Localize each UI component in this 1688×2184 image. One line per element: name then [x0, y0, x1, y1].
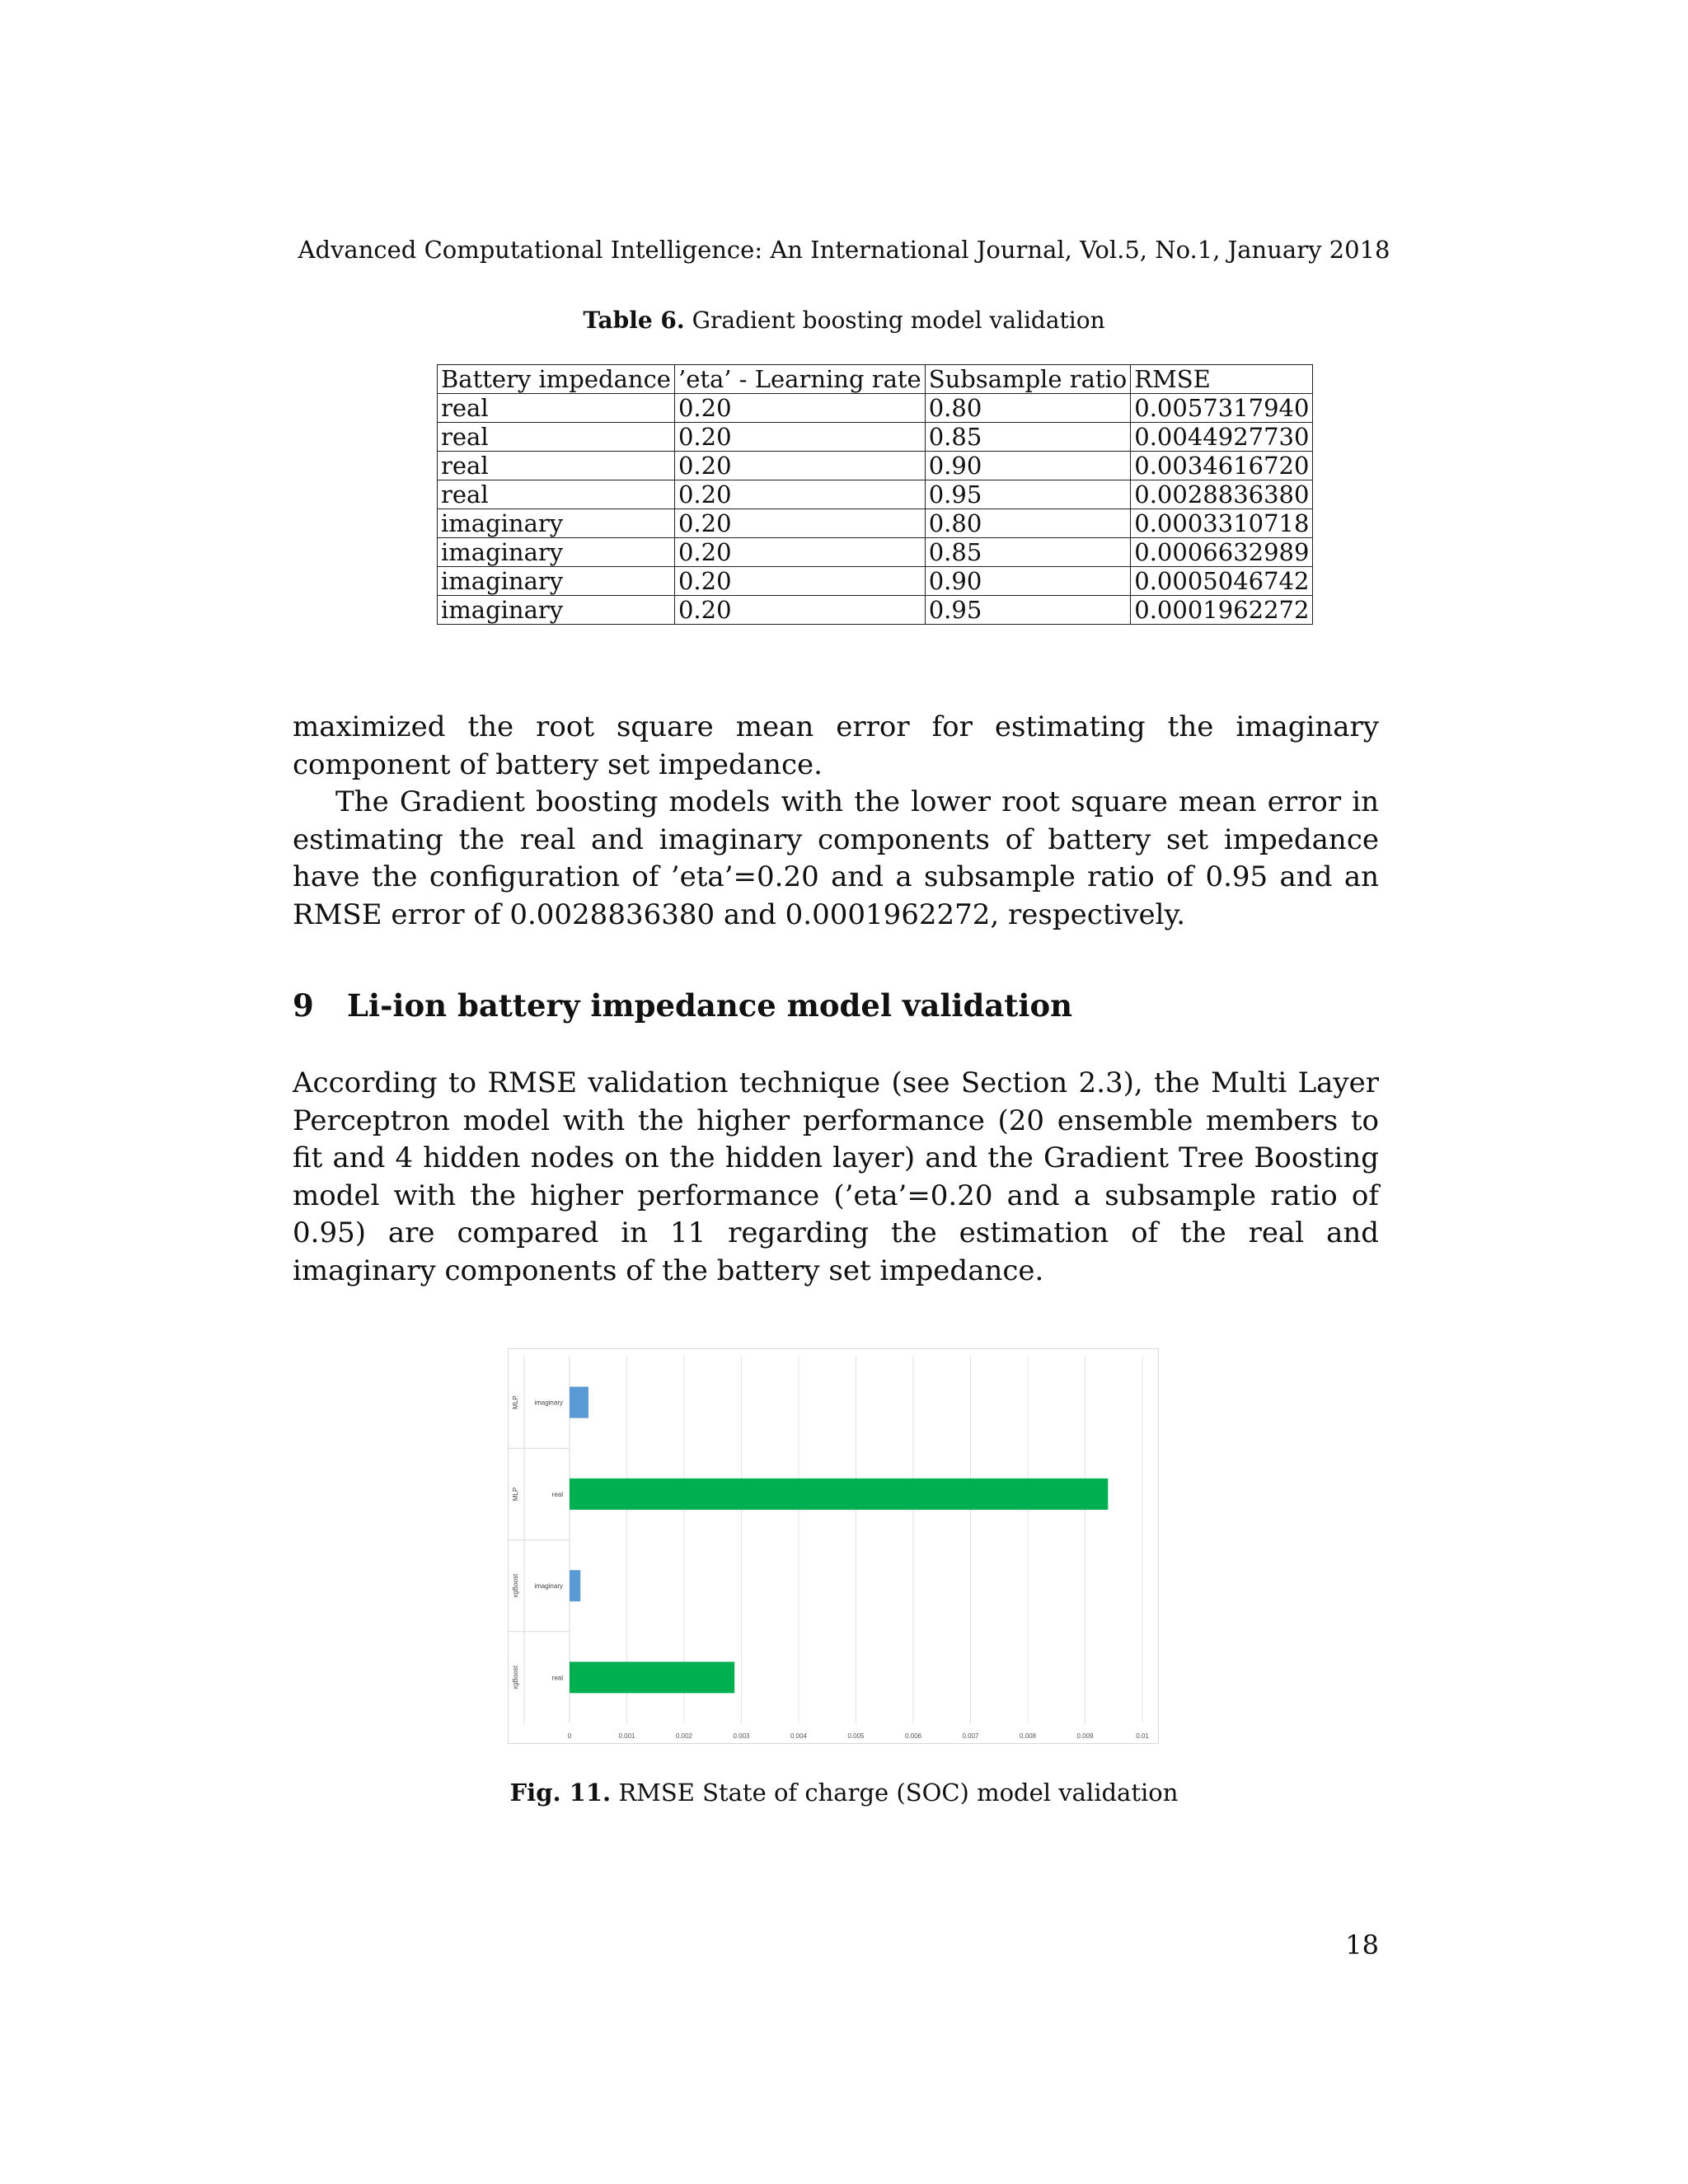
- section-title: Li-ion battery impedance model validation: [347, 987, 1073, 1024]
- table-cell: 0.0028836380: [1131, 480, 1313, 509]
- table-cell: 0.20: [674, 452, 925, 480]
- table-cell: 0.20: [674, 567, 925, 596]
- table-cell: 0.80: [925, 509, 1131, 538]
- x-tick-label: 0.006: [904, 1732, 922, 1740]
- table-cell: 0.95: [925, 480, 1131, 509]
- table-cell: 0.20: [674, 596, 925, 625]
- group-label: MLP: [512, 1487, 519, 1502]
- x-tick-label: 0.001: [618, 1732, 635, 1740]
- x-tick-label: 0.003: [733, 1732, 750, 1740]
- category-label: imaginary: [534, 1582, 563, 1591]
- table-row: [438, 509, 1313, 538]
- x-tick-label: 0.008: [1019, 1732, 1037, 1740]
- table-caption-label: Table 6.: [583, 307, 685, 334]
- column-header: Battery impedance: [438, 365, 675, 394]
- table-cell: 0.85: [925, 538, 1131, 567]
- table-6: [437, 364, 1313, 625]
- section-number: 9: [293, 987, 314, 1024]
- figure-caption-label: Fig. 11.: [509, 1779, 612, 1807]
- bar: [570, 1387, 588, 1418]
- table-row: [438, 394, 1313, 423]
- table-cell: 0.20: [674, 509, 925, 538]
- table-cell: 0.0057317940: [1131, 394, 1313, 423]
- table-cell: 0.95: [925, 596, 1131, 625]
- x-tick-label: 0.007: [962, 1732, 979, 1740]
- group-label: MLP: [512, 1395, 519, 1409]
- table-cell: 0.0044927730: [1131, 423, 1313, 452]
- table-row: [438, 423, 1313, 452]
- x-tick-label: 0.009: [1076, 1732, 1094, 1740]
- table-cell: real: [438, 480, 675, 509]
- figure-caption-text: RMSE State of charge (SOC) model validation: [618, 1779, 1179, 1807]
- table-cell: real: [438, 452, 675, 480]
- table-cell: 0.0034616720: [1131, 452, 1313, 480]
- x-tick-label: 0: [567, 1732, 572, 1740]
- table-cell: 0.0001962272: [1131, 596, 1313, 625]
- table-cell: imaginary: [438, 596, 675, 625]
- column-header: RMSE: [1131, 365, 1313, 394]
- bar: [570, 1661, 734, 1693]
- table-header-row: [438, 365, 1313, 394]
- table-cell: 0.90: [925, 452, 1131, 480]
- x-tick-label: 0.01: [1136, 1732, 1149, 1740]
- paragraph-1: maximized the root square mean error for estimating the imaginary component of battery set impedance.: [293, 710, 1379, 781]
- table-cell: real: [438, 394, 675, 423]
- x-tick-label: 0.004: [790, 1732, 808, 1740]
- running-head: Advanced Computational Intelligence: An International Journal, Vol.5, No.1, January 2018: [298, 236, 1390, 264]
- table-cell: imaginary: [438, 567, 675, 596]
- rmse-bar-chart: [508, 1348, 1159, 1744]
- section-heading: [293, 987, 1072, 1024]
- bar: [570, 1570, 580, 1601]
- table-cell: 0.0003310718: [1131, 509, 1313, 538]
- table-cell: 0.85: [925, 423, 1131, 452]
- category-label: real: [551, 1674, 563, 1682]
- column-header: ’eta’ - Learning rate: [674, 365, 925, 394]
- table-cell: imaginary: [438, 509, 675, 538]
- table-row: [438, 452, 1313, 480]
- column-header: Subsample ratio: [925, 365, 1131, 394]
- table-cell: 0.0006632989: [1131, 538, 1313, 567]
- table-cell: 0.20: [674, 394, 925, 423]
- table-row: [438, 596, 1313, 625]
- table-cell: 0.20: [674, 423, 925, 452]
- paragraph-3: According to RMSE validation technique (see Section 2.3), the Multi Layer Perceptron model with the higher performance (20 ensemble members to fit and 4 hidden nodes on the hidden layer) and the Gradient Tree Boosting model with the higher performance (’eta’=0.20 and a subsample ratio of 0.95) are compared in 11 regarding the estimation of the real and imaginary components of the battery set impedance.: [293, 1066, 1379, 1287]
- table-row: [438, 480, 1313, 509]
- group-label: xgBoost: [512, 1665, 519, 1690]
- category-label: real: [551, 1490, 563, 1498]
- table-cell: 0.80: [925, 394, 1131, 423]
- paragraph-2: The Gradient boosting models with the lower root square mean error in estimating the real and imaginary components of battery set impedance have the configuration of ’eta’=0.20 and a subsample ratio of 0.95 and an RMSE error of 0.0028836380 and 0.0001962272, respectively.: [293, 785, 1379, 931]
- table-cell: real: [438, 423, 675, 452]
- table-cell: 0.90: [925, 567, 1131, 596]
- table-cell: 0.20: [674, 480, 925, 509]
- table-row: [438, 567, 1313, 596]
- table-row: [438, 538, 1313, 567]
- category-label: imaginary: [534, 1399, 563, 1407]
- group-label: xgBoost: [512, 1573, 519, 1598]
- chart-svg: [508, 1348, 1159, 1744]
- x-tick-label: 0.005: [847, 1732, 865, 1740]
- table-cell: 0.0005046742: [1131, 567, 1313, 596]
- page-number: 18: [1345, 1929, 1379, 1961]
- table-cell: 0.20: [674, 538, 925, 567]
- x-tick-label: 0.002: [675, 1732, 693, 1740]
- table-caption-text: Gradient boosting model validation: [692, 307, 1105, 334]
- table-cell: imaginary: [438, 538, 675, 567]
- table-caption: [0, 307, 1688, 334]
- bar: [570, 1479, 1108, 1510]
- figure-caption: [0, 1779, 1688, 1807]
